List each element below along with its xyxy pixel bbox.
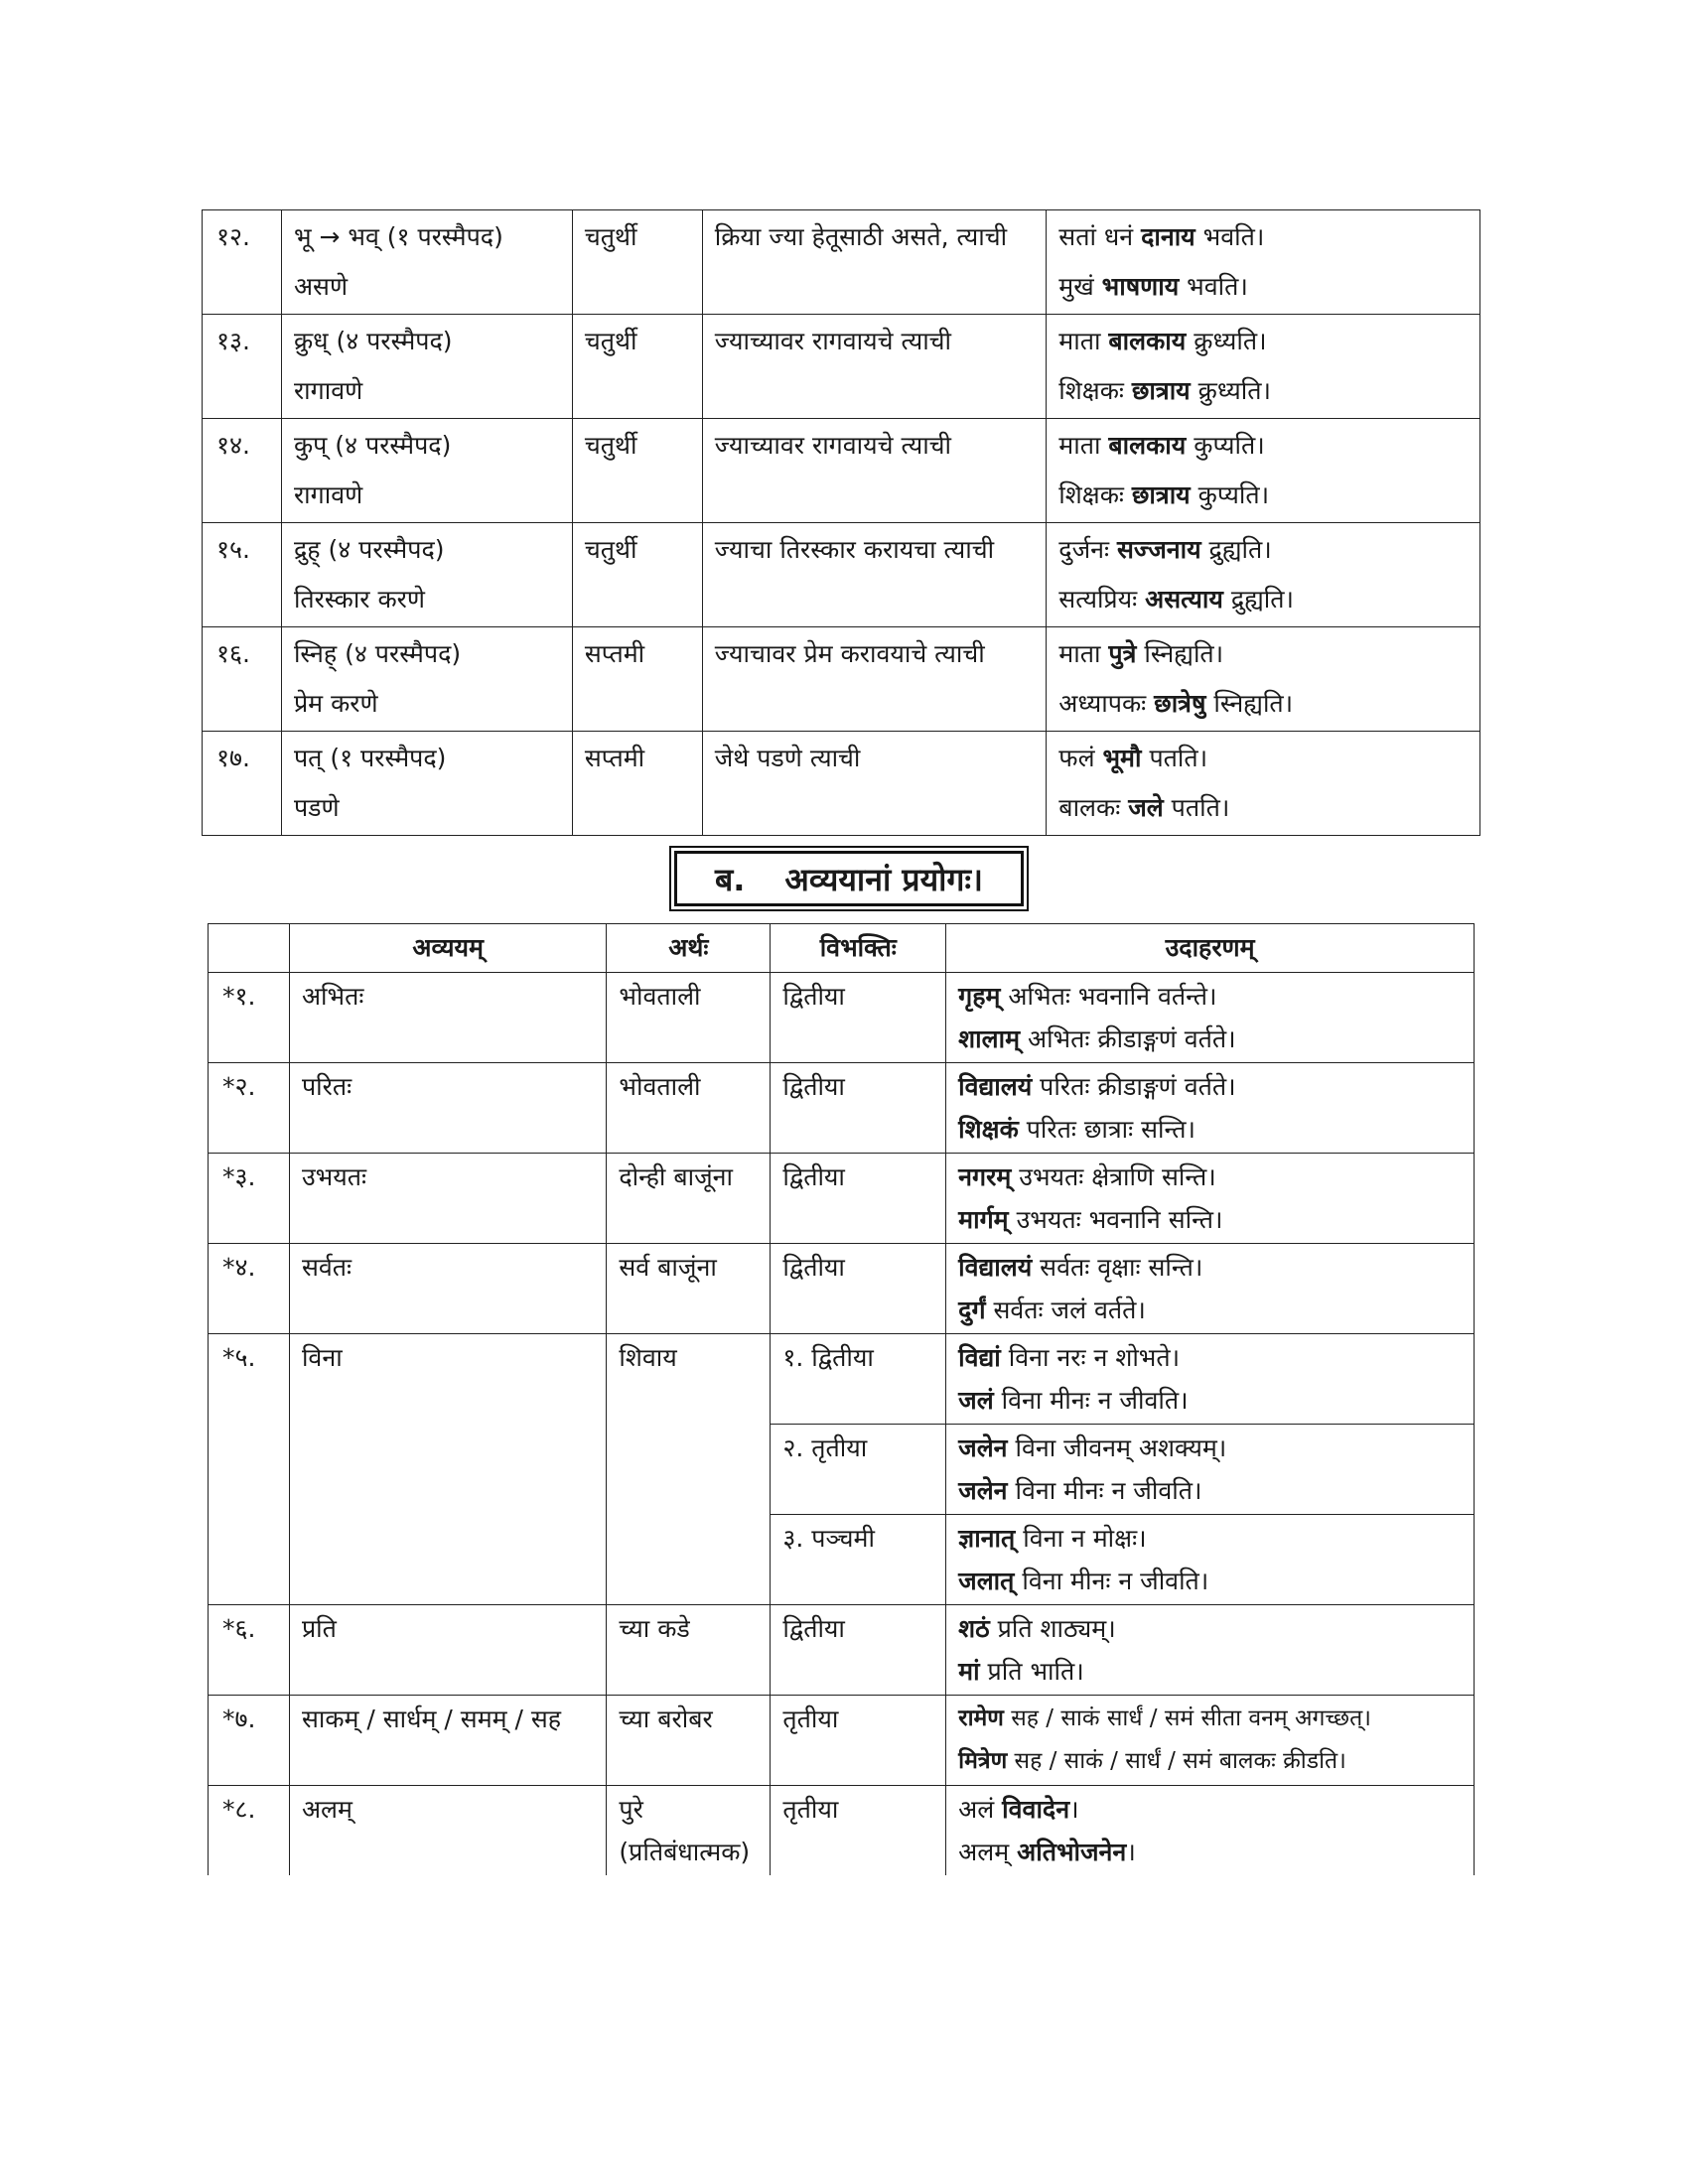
avyayam-cell: विना (289, 1334, 606, 1605)
vibhakti-cell: चतुर्थी (572, 315, 702, 419)
example-line: जलं विना मीनः न जीवति। (958, 1386, 1189, 1415)
example-cell (1047, 523, 1480, 627)
avyayam-cell: अभितः (289, 973, 606, 1063)
table-row (209, 1696, 1475, 1786)
table-row (203, 315, 1480, 419)
example-cell (946, 1786, 1475, 1876)
rule-cell: ज्याचावर प्रेम करावयाचे त्याची (702, 627, 1047, 732)
example-line: शिक्षकः छात्राय क्रुध्यति। (1058, 376, 1271, 405)
table-row (209, 1334, 1475, 1425)
dhatu-cell (281, 315, 572, 419)
vibhakti-cell: १. द्वितीया (771, 1334, 946, 1425)
row-number: *२. (209, 1063, 290, 1154)
avyayam-cell: अलम् (289, 1786, 606, 1876)
avyayam-cell: प्रति (289, 1605, 606, 1696)
table-row (209, 1605, 1475, 1696)
example-cell (946, 1244, 1475, 1334)
vibhakti-cell: सप्तमी (572, 732, 702, 836)
example-line: माता पुत्रे स्निह्यति। (1058, 639, 1224, 668)
artha-cell: दोन्ही बाजूंना (607, 1154, 771, 1244)
section-heading (669, 846, 1029, 911)
dhatu-meaning: तिरस्कार करणे (293, 585, 425, 614)
table-row (209, 1244, 1475, 1334)
example-cell (946, 1425, 1475, 1515)
rule-cell: ज्याचा तिरस्कार करायचा त्याची (702, 523, 1047, 627)
dhatu-meaning: पडणे (293, 793, 340, 822)
vibhakti-cell: चतुर्थी (572, 210, 702, 315)
dhatu: कुप् (४ परस्मैपद) (293, 431, 452, 460)
dhatu-vibhakti-table (202, 209, 1480, 836)
example-cell (946, 973, 1475, 1063)
row-number: *७. (209, 1696, 290, 1786)
dhatu-meaning: रागावणे (293, 376, 363, 405)
example-cell (946, 1696, 1475, 1786)
example-line: दुर्जनः सज्जनाय द्रुह्यति। (1058, 535, 1272, 564)
example-cell (1047, 732, 1480, 836)
header-artha: अर्थः (607, 924, 771, 973)
table-row (209, 973, 1475, 1063)
artha-note: (प्रतिबंधात्मक) (619, 1838, 751, 1866)
vibhakti-cell: चतुर्थी (572, 419, 702, 523)
dhatu-meaning: प्रेम करणे (293, 689, 378, 718)
example-line: शिक्षकं परितः छात्राः सन्ति। (958, 1115, 1196, 1144)
table-row (209, 1063, 1475, 1154)
example-line: अध्यापकः छात्रेषु स्निह्यति। (1058, 689, 1294, 718)
example-cell (946, 1063, 1475, 1154)
vibhakti-cell: द्वितीया (771, 1244, 946, 1334)
example-line: मित्रेण सह / साकं / सार्धं / समं बालकः क्रीडति। (958, 1748, 1346, 1774)
row-number: *४. (209, 1244, 290, 1334)
header-vibhakti: विभक्तिः (771, 924, 946, 973)
rule-cell: जेथे पडणे त्याची (702, 732, 1047, 836)
example-cell (946, 1605, 1475, 1696)
example-line: जलेन विना जीवनम् अशक्यम्। (958, 1433, 1227, 1462)
vibhakti-cell: द्वितीया (771, 1605, 946, 1696)
example-line: माता बालकाय क्रुध्यति। (1058, 327, 1267, 355)
example-line: फलं भूमौ पतति। (1058, 744, 1208, 772)
vibhakti-cell: तृतीया (771, 1696, 946, 1786)
example-cell (946, 1154, 1475, 1244)
example-line: अलम् अतिभोजनेन। (958, 1838, 1136, 1866)
dhatu-cell (281, 627, 572, 732)
artha-cell: च्या बरोबर (607, 1696, 771, 1786)
section-letter: ब. (714, 860, 746, 898)
dhatu-meaning: असणे (293, 272, 349, 301)
table-row (203, 419, 1480, 523)
example-line: बालकः जले पतति। (1058, 793, 1230, 822)
artha-cell: भोवताली (607, 973, 771, 1063)
table-row (203, 210, 1480, 315)
vibhakti-cell: द्वितीया (771, 1154, 946, 1244)
row-number: *८. (209, 1786, 290, 1876)
example-line: जलात् विना मीनः न जीवति। (958, 1567, 1209, 1595)
dhatu: पत् (१ परस्मैपद) (293, 744, 447, 772)
artha-cell (607, 1786, 771, 1876)
row-number: १३. (203, 315, 282, 419)
row-number: १४. (203, 419, 282, 523)
example-cell (1047, 210, 1480, 315)
header-avyayam: अव्ययम् (289, 924, 606, 973)
section-title: अव्ययानां प्रयोगः। (784, 860, 984, 898)
table-row (209, 1154, 1475, 1244)
rule-cell: ज्याच्यावर रागवायचे त्याची (702, 419, 1047, 523)
dhatu: क्रुध् (४ परस्मैपद) (293, 327, 453, 355)
row-number: *६. (209, 1605, 290, 1696)
example-line: शालाम् अभितः क्रीडाङ्गणं वर्तते। (958, 1024, 1236, 1053)
dhatu-cell (281, 210, 572, 315)
artha-cell: शिवाय (607, 1334, 771, 1605)
avyayam-cell: उभयतः (289, 1154, 606, 1244)
header-num (209, 924, 290, 973)
vibhakti-cell: तृतीया (771, 1786, 946, 1876)
row-number: १७. (203, 732, 282, 836)
example-line: मार्गम् उभयतः भवनानि सन्ति। (958, 1205, 1223, 1234)
table-row (209, 1786, 1475, 1876)
row-number: *३. (209, 1154, 290, 1244)
dhatu: द्रुह् (४ परस्मैपद) (293, 535, 445, 564)
avyayam-cell: सर्वतः (289, 1244, 606, 1334)
dhatu-cell (281, 523, 572, 627)
vibhakti-cell: सप्तमी (572, 627, 702, 732)
row-number: १२. (203, 210, 282, 315)
example-line: नगरम् उभयतः क्षेत्राणि सन्ति। (958, 1162, 1216, 1191)
example-line: विद्यालयं परितः क्रीडाङ्गणं वर्तते। (958, 1072, 1236, 1101)
example-line: विद्यां विना नरः न शोभते। (958, 1343, 1181, 1372)
example-cell (1047, 315, 1480, 419)
example-line: मुखं भाषणाय भवति। (1058, 272, 1248, 301)
vibhakti-cell: द्वितीया (771, 973, 946, 1063)
rule-cell: ज्याच्यावर रागवायचे त्याची (702, 315, 1047, 419)
example-cell (946, 1334, 1475, 1425)
example-line: माता बालकाय कुप्यति। (1058, 431, 1265, 460)
table-row (203, 523, 1480, 627)
dhatu-cell (281, 419, 572, 523)
row-number: १६. (203, 627, 282, 732)
example-line: मां प्रति भाति। (958, 1657, 1084, 1686)
rule-cell: क्रिया ज्या हेतूसाठी असते, त्याची (702, 210, 1047, 315)
example-line: सत्यप्रियः असत्याय द्रुह्यति। (1058, 585, 1294, 614)
dhatu-meaning: रागावणे (293, 480, 363, 509)
example-line: सतां धनं दानाय भवति। (1058, 222, 1265, 251)
artha: पुरे (619, 1795, 643, 1824)
avyayam-cell: साकम् / सार्धम् / समम् / सह (289, 1696, 606, 1786)
dhatu-cell (281, 732, 572, 836)
dhatu: भू → भव् (१ परस्मैपद) (293, 222, 503, 251)
avyayam-cell: परितः (289, 1063, 606, 1154)
avyaya-table (208, 923, 1475, 1875)
header-udaharanam: उदाहरणम् (946, 924, 1475, 973)
example-line: विद्यालयं सर्वतः वृक्षाः सन्ति। (958, 1253, 1203, 1282)
example-line: जलेन विना मीनः न जीवति। (958, 1476, 1202, 1505)
vibhakti-cell: चतुर्थी (572, 523, 702, 627)
table-header-row (209, 924, 1475, 973)
artha-cell: च्या कडे (607, 1605, 771, 1696)
vibhakti-cell: २. तृतीया (771, 1425, 946, 1515)
example-cell (1047, 627, 1480, 732)
vibhakti-cell: द्वितीया (771, 1063, 946, 1154)
example-cell (1047, 419, 1480, 523)
vibhakti-cell: ३. पञ्चमी (771, 1515, 946, 1605)
example-line: शठं प्रति शाठ्यम्। (958, 1614, 1116, 1643)
row-number: *१. (209, 973, 290, 1063)
row-number: *५. (209, 1334, 290, 1605)
example-line: रामेण सह / साकं सार्धं / समं सीता वनम् अगच्छत्। (958, 1706, 1371, 1731)
artha-cell: सर्व बाजूंना (607, 1244, 771, 1334)
artha-cell: भोवताली (607, 1063, 771, 1154)
example-line: गृहम् अभितः भवनानि वर्तन्ते। (958, 982, 1217, 1011)
example-line: शिक्षकः छात्राय कुप्यति। (1058, 480, 1270, 509)
example-line: ज्ञानात् विना न मोक्षः। (958, 1524, 1147, 1553)
example-line: दुर्गं सर्वतः जलं वर्तते। (958, 1296, 1146, 1324)
example-line: अलं विवादेन। (958, 1795, 1079, 1824)
dhatu: स्निह् (४ परस्मैपद) (293, 639, 462, 668)
table-row (203, 732, 1480, 836)
example-cell (946, 1515, 1475, 1605)
table-row (203, 627, 1480, 732)
row-number: १५. (203, 523, 282, 627)
